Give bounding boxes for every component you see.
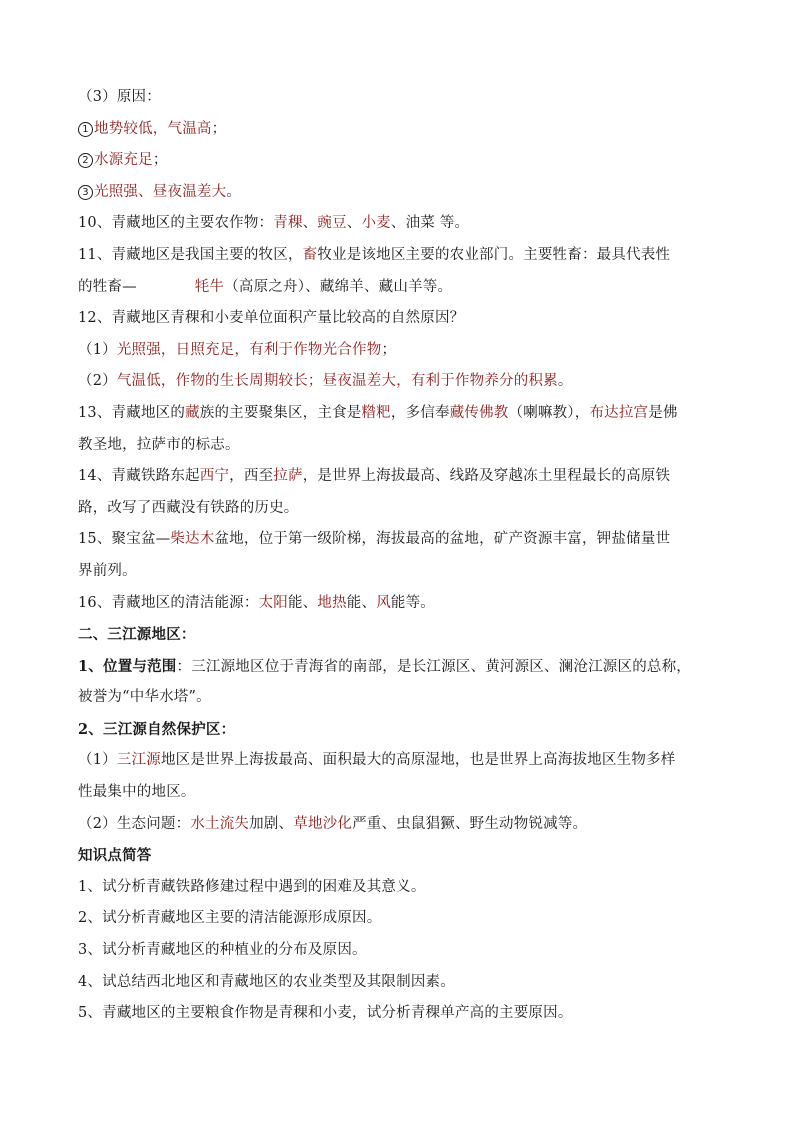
highlighted-text: 地热 — [317, 594, 347, 611]
highlighted-text: 藏 — [185, 404, 200, 421]
text-line — [78, 303, 718, 335]
text-line — [78, 524, 718, 556]
text-span: 性最集中的地区。 — [78, 784, 196, 801]
text-line — [78, 208, 718, 240]
text-line — [78, 114, 718, 146]
highlighted-text: 牦牛 — [194, 278, 225, 295]
text-span: （2）生态问题： — [78, 815, 191, 832]
text-span: 3、试分析青藏地区的种植业的分布及原因。 — [78, 942, 367, 959]
text-span: 地区是世界上海拔最高、面积最大的高原湿地，也是世界上高海拔地区生物多样 — [160, 752, 676, 769]
text-span: 严重、虫鼠猖獗、野生动物锐减等。 — [352, 815, 588, 832]
text-line — [78, 335, 718, 367]
highlighted-text: 光照强、昼夜温差大 — [94, 183, 227, 200]
text-line — [78, 651, 718, 683]
heading-text: 二、三江源地区： — [78, 626, 196, 644]
text-span: 能、 — [287, 594, 318, 611]
text-line — [78, 998, 718, 1030]
text-span: 13、青藏地区的 — [78, 404, 186, 421]
highlighted-text: 气温低，作物的生长周期较长；昼夜温差大，有利于作物养分的积累 — [116, 373, 558, 390]
highlighted-text: 地势较低，气温高 — [94, 120, 212, 137]
text-span: 、 — [302, 215, 318, 232]
highlighted-text: 藏传佛教 — [449, 404, 509, 421]
text-span: 牧业是该地区主要的农业部门。主要牲畜：最具代表性 — [317, 246, 671, 263]
text-span: 16、青藏地区的清洁能源： — [78, 594, 259, 611]
text-span: 1、试分析青藏铁路修建过程中遇到的困难及其意义。 — [78, 878, 426, 895]
circled-number: 2 — [78, 153, 93, 168]
circled-number: 3 — [78, 185, 93, 200]
circled-number: 1 — [78, 122, 93, 137]
text-line — [78, 556, 718, 588]
highlighted-text: 糌粑 — [361, 404, 391, 421]
text-span: 盆地，位于第一级阶梯，海拔最高的盆地，矿产资源丰富，钾盐储量世 — [214, 531, 671, 548]
text-span: ； — [381, 341, 397, 358]
text-span: 5、青藏地区的主要粮食作物是青稞和小麦，试分析青稞单产高的主要原因。 — [78, 1005, 573, 1022]
text-span: 界前列。 — [78, 562, 137, 579]
highlighted-text: 青稞 — [273, 215, 303, 232]
text-line — [78, 872, 718, 904]
text-span: 教圣地，拉萨市的标志。 — [78, 436, 240, 453]
text-line — [78, 619, 718, 651]
text-line — [78, 272, 718, 304]
text-line — [78, 493, 718, 525]
text-span: （2） — [78, 373, 117, 390]
document-page — [78, 82, 718, 1030]
highlighted-text: 布达拉宫 — [589, 404, 649, 421]
text-span: 能等。 — [390, 594, 435, 611]
text-line — [78, 777, 718, 809]
text-span: ，是世界上海拔最高、线路及穿越冻土里程最长的高原铁 — [302, 468, 671, 485]
text-line — [78, 809, 718, 841]
highlighted-text: 光照强，日照充足，有利于作物光合作物 — [116, 341, 382, 358]
text-span: 是佛 — [648, 404, 678, 421]
text-span: 2、试分析青藏地区主要的清洁能源形成原因。 — [78, 910, 382, 927]
text-span: ； — [152, 152, 168, 169]
text-span: （3）原因： — [78, 89, 161, 105]
text-span: 族的主要聚集区，主食是 — [199, 404, 362, 421]
text-span: （1） — [78, 341, 117, 358]
text-span: 10、青藏地区的主要农作物： — [78, 215, 274, 232]
text-line — [78, 745, 718, 777]
heading-text: 1、位置与范围 — [78, 657, 177, 675]
text-span: 12、青藏地区青稞和小麦单位面积产量比较高的自然原因？ — [78, 310, 465, 327]
highlighted-text: 豌豆 — [317, 215, 347, 232]
text-span: ； — [211, 120, 227, 137]
text-span: 加剧、 — [249, 815, 294, 832]
highlighted-text: 小麦 — [361, 215, 391, 232]
text-span: （喇嘛教）， — [508, 404, 590, 421]
text-line — [78, 461, 718, 493]
text-span: ：三江源地区位于青海省的南部，是长江源区、黄河源区、澜沧江源区的总称， — [176, 658, 691, 675]
text-span: ，西至 — [229, 468, 274, 485]
highlighted-text: 风 — [376, 594, 391, 611]
text-span: 11、青藏地区是我国主要的牧区， — [78, 246, 303, 263]
text-span: 。 — [226, 183, 242, 200]
text-span: 、油菜 等。 — [390, 215, 470, 232]
text-line — [78, 840, 718, 872]
text-line — [78, 177, 718, 209]
highlighted-text: 水土流失 — [190, 815, 250, 832]
text-span: （高原之舟）、藏绵羊、藏山羊等。 — [224, 278, 453, 295]
heading-text: 2、三江源自然保护区： — [78, 720, 236, 738]
text-span: 的牲畜— — [78, 278, 137, 295]
highlighted-text: 畜 — [302, 246, 318, 263]
text-line — [78, 82, 718, 114]
text-line — [78, 430, 718, 462]
text-line — [78, 145, 718, 177]
highlighted-text: 柴达木 — [170, 531, 215, 548]
highlighted-text: 西宁 — [199, 468, 230, 485]
text-line — [78, 398, 718, 430]
text-line — [78, 967, 718, 999]
text-line — [78, 588, 718, 620]
highlighted-text: 太阳 — [258, 594, 288, 611]
text-span: ，多信奉 — [390, 404, 450, 421]
text-span: （1） — [78, 752, 117, 769]
text-span: 、 — [346, 215, 362, 232]
text-line — [78, 240, 718, 272]
highlighted-text: 三江源 — [116, 752, 161, 769]
text-span: 被誉为“中华水塔”。 — [78, 689, 211, 706]
text-line — [78, 935, 718, 967]
text-span: 路，改写了西藏没有铁路的历史。 — [78, 499, 299, 516]
text-line — [78, 714, 718, 746]
highlighted-text: 水源充足 — [94, 152, 153, 169]
text-span: 4、试总结西北地区和青藏地区的农业类型及其限制因素。 — [78, 973, 455, 990]
text-line — [78, 366, 718, 398]
text-span: 15、聚宝盆— — [78, 531, 171, 548]
text-span: 能、 — [346, 594, 377, 611]
heading-text: 知识点简答 — [78, 847, 152, 865]
highlighted-text: 草地沙化 — [293, 815, 353, 832]
highlighted-text: 拉萨 — [273, 468, 303, 485]
text-line — [78, 903, 718, 935]
text-span: 。 — [557, 373, 573, 390]
text-span: 14、青藏铁路东起 — [78, 468, 200, 485]
text-line — [78, 682, 718, 714]
